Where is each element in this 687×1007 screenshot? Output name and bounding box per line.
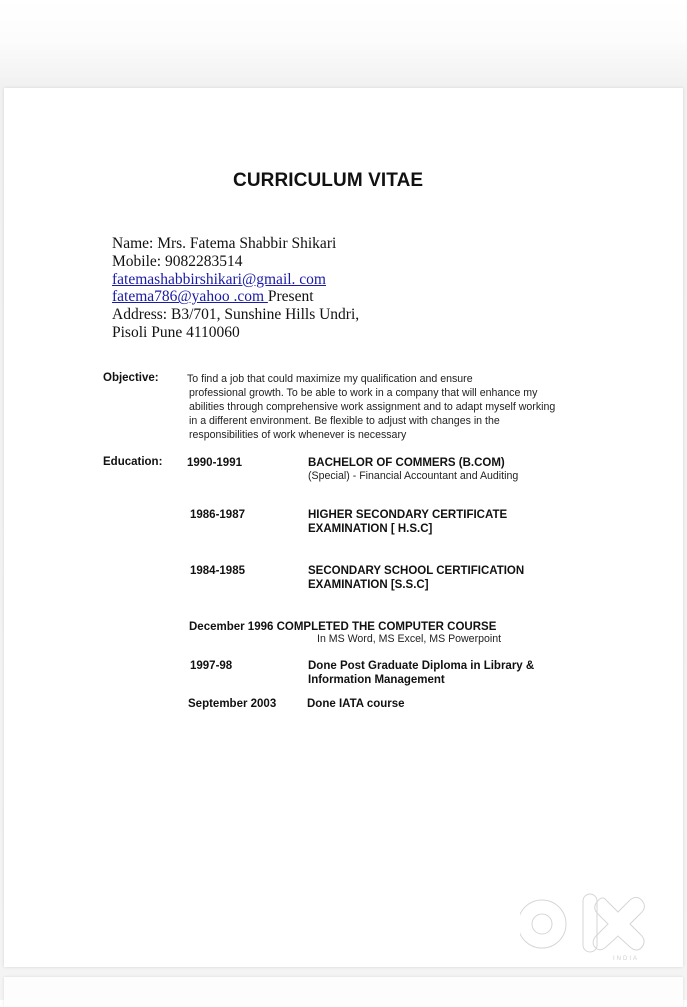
computer-course-heading: December 1996 COMPLETED THE COMPUTER COURSE xyxy=(189,621,497,633)
contact-address-line2: Pisoli Pune 4110060 xyxy=(112,323,240,341)
olx-logo-icon xyxy=(520,892,660,972)
olx-region-label: INDIA xyxy=(612,956,640,962)
education-year: 1990-1991 xyxy=(187,457,242,469)
next-page-edge xyxy=(4,977,683,1007)
education-entry xyxy=(308,564,524,592)
olx-watermark-logo xyxy=(520,892,660,977)
education-title: Done Post Graduate Diploma in Library & xyxy=(308,660,535,672)
education-year: 1984-1985 xyxy=(190,565,245,577)
objective-line: abilities through comprehensive work assignment and to adapt myself working xyxy=(189,401,556,413)
education-title: Done IATA course xyxy=(307,698,405,710)
education-title: EXAMINATION [ H.S.C] xyxy=(308,523,433,535)
document-title: CURRICULUM VITAE xyxy=(233,170,424,191)
education-entry xyxy=(308,456,518,482)
objective-line: professional growth. To be able to work in a company that will enhance my xyxy=(189,387,538,399)
education-year: 1986-1987 xyxy=(190,509,245,521)
email-link-gmail[interactable]: fatemashabbirshikari@gmail. com xyxy=(112,270,326,288)
objective-text xyxy=(187,372,555,442)
objective-line: To find a job that could maximize my qualification and ensure xyxy=(187,373,473,385)
education-entry xyxy=(308,508,507,536)
education-title: EXAMINATION [S.S.C] xyxy=(308,579,429,591)
objective-line: responsibilities of work whenever is necessary xyxy=(189,429,407,441)
contact-mobile: Mobile: 9082283514 xyxy=(112,252,243,270)
education-title: HIGHER SECONDARY CERTIFICATE xyxy=(308,509,508,521)
education-year: 1997-98 xyxy=(190,660,233,672)
contact-address-line1: Address: B3/701, Sunshine Hills Undri, xyxy=(112,306,360,324)
education-title: BACHELOR OF COMMERS (B.COM) xyxy=(308,457,505,469)
education-entry xyxy=(308,659,534,687)
education-label: Education: xyxy=(103,456,163,468)
contact-block xyxy=(112,235,359,342)
email-link-yahoo[interactable]: fatema786@yahoo .com xyxy=(112,288,268,306)
objective-label: Objective: xyxy=(103,372,159,384)
education-year: September 2003 xyxy=(188,698,277,710)
email-suffix: Present xyxy=(267,288,314,306)
objective-line: in a different environment. Be flexible to adjust with changes in the xyxy=(189,415,500,427)
education-title: SECONDARY SCHOOL CERTIFICATION xyxy=(308,565,525,577)
computer-course-sub: In MS Word, MS Excel, MS Powerpoint xyxy=(317,633,502,645)
education-subtitle: (Special) - Financial Accountant and Auditing xyxy=(308,470,519,482)
cv-page xyxy=(4,88,683,967)
contact-name: Name: Mrs. Fatema Shabbir Shikari xyxy=(112,235,337,252)
education-title: Information Management xyxy=(308,674,445,686)
